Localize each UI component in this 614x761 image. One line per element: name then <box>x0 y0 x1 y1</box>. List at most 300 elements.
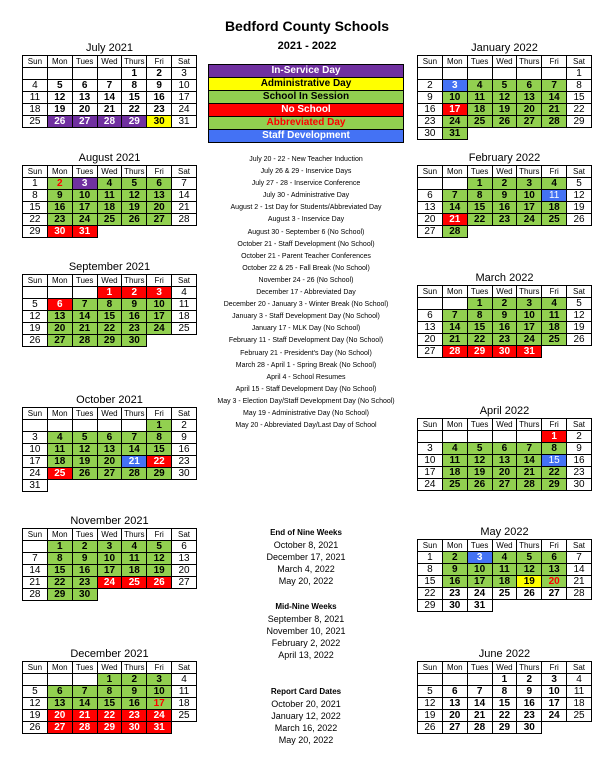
day-cell: 10 <box>23 444 48 456</box>
empty-day-cell <box>542 346 567 358</box>
day-cell: 24 <box>542 710 567 722</box>
weekday-header: Mon <box>47 275 72 287</box>
day-cell: 2 <box>122 287 147 299</box>
day-cell: 26 <box>23 722 48 734</box>
empty-day-cell <box>23 68 48 80</box>
color-legend <box>208 65 404 143</box>
day-cell: 11 <box>172 686 197 698</box>
day-cell: 28 <box>97 116 122 128</box>
day-cell: 23 <box>47 214 72 226</box>
day-cell: 18 <box>122 565 147 577</box>
legend-school-in-session: School In Session <box>208 90 404 104</box>
day-cell: 11 <box>442 455 467 467</box>
calendar-grid <box>22 55 197 128</box>
day-cell: 16 <box>147 92 172 104</box>
empty-day-cell <box>567 722 592 734</box>
school-year: 2021 - 2022 <box>277 40 337 52</box>
weekday-header: Sat <box>567 56 592 68</box>
day-cell: 21 <box>517 467 542 479</box>
day-cell: 27 <box>517 116 542 128</box>
day-cell: 7 <box>542 80 567 92</box>
day-cell: 29 <box>542 479 567 491</box>
day-cell: 26 <box>492 116 517 128</box>
weekday-header: Sat <box>172 275 197 287</box>
weekday-header: Wed <box>492 56 517 68</box>
end-of-nine-weeks-date: March 4, 2022 <box>277 564 335 574</box>
day-cell: 18 <box>47 456 72 468</box>
end-of-nine-weeks-date: May 20, 2022 <box>278 576 334 586</box>
calendar-grid <box>22 661 197 734</box>
day-cell: 4 <box>442 443 467 455</box>
weekday-header: Sun <box>23 408 48 420</box>
day-cell: 3 <box>517 178 542 190</box>
day-cell: 22 <box>418 588 443 600</box>
day-cell: 25 <box>23 116 48 128</box>
day-cell: 28 <box>122 468 147 480</box>
day-cell: 31 <box>517 346 542 358</box>
day-cell: 25 <box>492 588 517 600</box>
day-cell: 6 <box>172 541 197 553</box>
day-cell: 24 <box>517 334 542 346</box>
empty-day-cell <box>442 68 467 80</box>
day-cell: 26 <box>147 577 172 589</box>
empty-day-cell <box>147 335 172 347</box>
day-cell: 14 <box>72 698 97 710</box>
day-cell: 9 <box>172 432 197 444</box>
month-title: July 2021 <box>85 42 134 54</box>
day-cell: 5 <box>122 178 147 190</box>
empty-day-cell <box>72 287 97 299</box>
day-cell: 16 <box>47 202 72 214</box>
empty-day-cell <box>517 226 542 238</box>
day-cell: 20 <box>47 710 72 722</box>
event-item: April 4 - School Resumes <box>266 373 346 381</box>
day-cell: 28 <box>72 335 97 347</box>
day-cell: 31 <box>172 116 197 128</box>
day-cell: 18 <box>97 202 122 214</box>
day-cell: 15 <box>467 202 492 214</box>
day-cell: 13 <box>542 564 567 576</box>
day-cell: 17 <box>172 92 197 104</box>
day-cell: 12 <box>492 92 517 104</box>
day-cell: 27 <box>47 722 72 734</box>
weekday-header: Mon <box>47 529 72 541</box>
weekday-header: Sun <box>23 166 48 178</box>
end-of-nine-weeks-date: December 17, 2021 <box>266 552 346 562</box>
empty-day-cell <box>23 541 48 553</box>
empty-day-cell <box>72 480 97 492</box>
day-cell: 3 <box>72 178 97 190</box>
month-title: February 2022 <box>468 152 541 164</box>
day-cell: 22 <box>122 104 147 116</box>
day-cell: 2 <box>122 674 147 686</box>
day-cell: 6 <box>147 178 172 190</box>
empty-day-cell <box>47 674 72 686</box>
day-cell: 8 <box>97 299 122 311</box>
day-cell: 1 <box>23 178 48 190</box>
day-cell: 11 <box>567 686 592 698</box>
day-cell: 9 <box>492 190 517 202</box>
day-cell: 14 <box>517 455 542 467</box>
report-card-date: March 16, 2022 <box>274 723 338 733</box>
day-cell: 29 <box>97 335 122 347</box>
end-of-nine-weeks <box>208 526 404 587</box>
day-cell: 5 <box>147 541 172 553</box>
day-cell: 20 <box>72 104 97 116</box>
day-cell: 8 <box>418 564 443 576</box>
empty-day-cell <box>147 480 172 492</box>
empty-day-cell <box>517 128 542 140</box>
day-cell: 14 <box>542 92 567 104</box>
month-march-2022 <box>417 272 592 358</box>
day-cell: 10 <box>97 553 122 565</box>
day-cell: 21 <box>172 202 197 214</box>
empty-day-cell <box>418 431 443 443</box>
day-cell: 5 <box>23 686 48 698</box>
day-cell: 26 <box>418 722 443 734</box>
day-cell: 3 <box>467 552 492 564</box>
day-cell: 7 <box>567 552 592 564</box>
day-cell: 4 <box>542 178 567 190</box>
weekday-header: Wed <box>97 529 122 541</box>
day-cell: 27 <box>47 335 72 347</box>
day-cell: 28 <box>23 589 48 601</box>
weekday-header: Sat <box>172 662 197 674</box>
weekday-header: Mon <box>442 662 467 674</box>
day-cell: 15 <box>47 565 72 577</box>
day-cell: 2 <box>72 541 97 553</box>
legend-administrative: Administrative Day <box>208 77 404 91</box>
day-cell: 21 <box>542 104 567 116</box>
empty-day-cell <box>467 674 492 686</box>
calendar-grid <box>417 539 592 612</box>
day-cell: 25 <box>172 710 197 722</box>
day-cell: 23 <box>492 214 517 226</box>
weekday-header: Tues <box>72 529 97 541</box>
empty-day-cell <box>467 226 492 238</box>
page-title: Bedford County Schools <box>224 18 390 34</box>
empty-day-cell <box>467 431 492 443</box>
day-cell: 28 <box>172 214 197 226</box>
day-cell: 24 <box>72 214 97 226</box>
event-item: February 11 - Staff Development Day (No School) <box>228 337 384 345</box>
day-cell: 24 <box>147 323 172 335</box>
day-cell: 15 <box>418 576 443 588</box>
weekday-header: Sun <box>418 286 443 298</box>
month-title: November 2021 <box>70 515 149 527</box>
day-cell: 3 <box>97 541 122 553</box>
weekday-header: Fri <box>542 540 567 552</box>
day-cell: 16 <box>442 576 467 588</box>
day-cell: 18 <box>172 698 197 710</box>
day-cell: 23 <box>72 577 97 589</box>
mid-nine-weeks-date: February 2, 2022 <box>271 638 341 648</box>
weekday-header: Fri <box>147 166 172 178</box>
day-cell: 8 <box>467 310 492 322</box>
day-cell: 6 <box>517 80 542 92</box>
legend-staff-development: Staff Development <box>208 129 404 143</box>
weekday-header: Tues <box>72 56 97 68</box>
empty-day-cell <box>97 68 122 80</box>
weekday-header: Tues <box>467 56 492 68</box>
event-item: October 21 - Staff Development (No School) <box>237 240 375 248</box>
day-cell: 25 <box>442 479 467 491</box>
weekday-header: Mon <box>47 166 72 178</box>
day-cell: 29 <box>418 600 443 612</box>
empty-day-cell <box>47 480 72 492</box>
empty-day-cell <box>467 128 492 140</box>
weekday-header: Fri <box>147 275 172 287</box>
day-cell: 7 <box>442 310 467 322</box>
day-cell: 20 <box>47 323 72 335</box>
event-item: July 27 - 28 - Inservice Conference <box>251 180 361 188</box>
day-cell: 21 <box>442 214 467 226</box>
day-cell: 29 <box>467 346 492 358</box>
day-cell: 2 <box>492 178 517 190</box>
day-cell: 20 <box>442 710 467 722</box>
day-cell: 3 <box>418 443 443 455</box>
day-cell: 27 <box>418 226 443 238</box>
empty-day-cell <box>47 420 72 432</box>
event-item: May 20 - Abbreviated Day/Last Day of School <box>235 422 377 430</box>
day-cell: 7 <box>97 80 122 92</box>
day-cell: 18 <box>542 202 567 214</box>
month-title: April 2022 <box>479 405 530 417</box>
weekday-header: Fri <box>147 56 172 68</box>
weekday-header: Sun <box>418 419 443 431</box>
day-cell: 7 <box>172 178 197 190</box>
day-cell: 6 <box>418 190 443 202</box>
day-cell: 28 <box>72 722 97 734</box>
day-cell: 30 <box>418 128 443 140</box>
empty-day-cell <box>542 722 567 734</box>
day-cell: 5 <box>418 686 443 698</box>
day-cell: 16 <box>122 698 147 710</box>
day-cell: 11 <box>467 92 492 104</box>
empty-day-cell <box>492 431 517 443</box>
day-cell: 27 <box>492 479 517 491</box>
day-cell: 12 <box>467 455 492 467</box>
weekday-header: Tues <box>467 662 492 674</box>
empty-day-cell <box>492 226 517 238</box>
report-card-date: October 20, 2021 <box>271 699 341 709</box>
day-cell: 4 <box>567 674 592 686</box>
weekday-header: Sun <box>23 56 48 68</box>
day-cell: 1 <box>97 287 122 299</box>
day-cell: 17 <box>147 698 172 710</box>
day-cell: 24 <box>517 214 542 226</box>
day-cell: 31 <box>442 128 467 140</box>
day-cell: 17 <box>467 576 492 588</box>
weekday-header: Thurs <box>517 286 542 298</box>
day-cell: 10 <box>418 455 443 467</box>
weekday-header: Sat <box>567 166 592 178</box>
day-cell: 1 <box>418 552 443 564</box>
weekday-header: Sat <box>567 419 592 431</box>
day-cell: 26 <box>567 214 592 226</box>
day-cell: 11 <box>122 553 147 565</box>
day-cell: 1 <box>567 68 592 80</box>
day-cell: 26 <box>122 214 147 226</box>
day-cell: 12 <box>147 553 172 565</box>
day-cell: 15 <box>542 455 567 467</box>
day-cell: 17 <box>418 467 443 479</box>
empty-day-cell <box>418 674 443 686</box>
day-cell: 14 <box>442 202 467 214</box>
day-cell: 24 <box>467 588 492 600</box>
empty-day-cell <box>122 226 147 238</box>
weekday-header: Tues <box>467 286 492 298</box>
weekday-header: Wed <box>97 166 122 178</box>
empty-day-cell <box>97 589 122 601</box>
day-cell: 27 <box>97 468 122 480</box>
empty-day-cell <box>172 335 197 347</box>
day-cell: 6 <box>542 552 567 564</box>
empty-day-cell <box>492 600 517 612</box>
day-cell: 13 <box>147 190 172 202</box>
day-cell: 21 <box>72 710 97 722</box>
month-title: December 2021 <box>70 648 149 660</box>
day-cell: 1 <box>122 68 147 80</box>
end-of-nine-weeks-date: October 8, 2021 <box>273 540 339 550</box>
event-item: December 20 - January 3 - Winter Break (No School) <box>223 301 389 309</box>
day-cell: 6 <box>418 310 443 322</box>
end-of-nine-weeks-heading: End of Nine Weeks <box>270 528 342 537</box>
day-cell: 22 <box>467 214 492 226</box>
mid-nine-weeks-date: April 13, 2022 <box>278 650 334 660</box>
weekday-header: Sun <box>418 662 443 674</box>
day-cell: 14 <box>567 564 592 576</box>
day-cell: 17 <box>72 202 97 214</box>
weekday-header: Sun <box>23 275 48 287</box>
day-cell: 23 <box>172 456 197 468</box>
calendar-grid <box>22 528 197 601</box>
day-cell: 16 <box>122 311 147 323</box>
day-cell: 28 <box>517 479 542 491</box>
empty-day-cell <box>172 589 197 601</box>
day-cell: 5 <box>47 80 72 92</box>
empty-day-cell <box>492 128 517 140</box>
weekday-header: Mon <box>47 56 72 68</box>
day-cell: 21 <box>567 576 592 588</box>
weekday-header: Fri <box>542 419 567 431</box>
empty-day-cell <box>72 68 97 80</box>
mid-nine-weeks-date: September 8, 2021 <box>267 614 345 624</box>
day-cell: 10 <box>442 92 467 104</box>
day-cell: 9 <box>567 443 592 455</box>
month-june-2022 <box>417 648 592 734</box>
weekday-header: Fri <box>542 286 567 298</box>
event-item: December 17 - Abbreviated Day <box>256 289 356 297</box>
empty-day-cell <box>542 226 567 238</box>
mid-nine-weeks-date: November 10, 2021 <box>266 626 346 636</box>
day-cell: 19 <box>47 104 72 116</box>
day-cell: 13 <box>492 455 517 467</box>
day-cell: 4 <box>467 80 492 92</box>
calendar-grid <box>22 274 197 347</box>
day-cell: 18 <box>567 698 592 710</box>
day-cell: 9 <box>122 686 147 698</box>
day-cell: 11 <box>172 299 197 311</box>
day-cell: 13 <box>442 698 467 710</box>
empty-day-cell <box>47 287 72 299</box>
day-cell: 18 <box>492 576 517 588</box>
day-cell: 3 <box>147 674 172 686</box>
day-cell: 14 <box>122 444 147 456</box>
day-cell: 13 <box>172 553 197 565</box>
day-cell: 3 <box>442 80 467 92</box>
empty-day-cell <box>567 600 592 612</box>
day-cell: 17 <box>517 322 542 334</box>
day-cell: 12 <box>72 444 97 456</box>
day-cell: 10 <box>467 564 492 576</box>
day-cell: 5 <box>23 299 48 311</box>
empty-day-cell <box>517 68 542 80</box>
day-cell: 24 <box>172 104 197 116</box>
day-cell: 9 <box>492 310 517 322</box>
day-cell: 10 <box>517 310 542 322</box>
day-cell: 20 <box>418 334 443 346</box>
day-cell: 13 <box>517 92 542 104</box>
day-cell: 25 <box>172 323 197 335</box>
day-cell: 29 <box>122 116 147 128</box>
day-cell: 14 <box>97 92 122 104</box>
day-cell: 13 <box>418 202 443 214</box>
day-cell: 23 <box>492 334 517 346</box>
weekday-header: Tues <box>72 408 97 420</box>
day-cell: 7 <box>72 299 97 311</box>
event-item: July 26 & 29 - Inservice Days <box>260 168 352 176</box>
day-cell: 28 <box>442 346 467 358</box>
event-item: August 3 - Inservice Day <box>267 216 345 224</box>
day-cell: 16 <box>567 455 592 467</box>
legend-no-school: No School <box>208 103 404 117</box>
calendar-grid <box>417 661 592 734</box>
day-cell: 12 <box>567 310 592 322</box>
empty-day-cell <box>542 68 567 80</box>
day-cell: 4 <box>47 432 72 444</box>
day-cell: 2 <box>442 552 467 564</box>
day-cell: 15 <box>467 322 492 334</box>
day-cell: 27 <box>72 116 97 128</box>
day-cell: 13 <box>72 92 97 104</box>
day-cell: 22 <box>467 334 492 346</box>
day-cell: 2 <box>172 420 197 432</box>
weekday-header: Thurs <box>122 662 147 674</box>
day-cell: 26 <box>47 116 72 128</box>
day-cell: 19 <box>467 467 492 479</box>
empty-day-cell <box>72 420 97 432</box>
day-cell: 4 <box>122 541 147 553</box>
day-cell: 30 <box>122 335 147 347</box>
day-cell: 8 <box>122 80 147 92</box>
weekday-header: Sun <box>418 540 443 552</box>
day-cell: 5 <box>72 432 97 444</box>
day-cell: 8 <box>542 443 567 455</box>
day-cell: 23 <box>418 116 443 128</box>
weekday-header: Wed <box>97 662 122 674</box>
event-item: January 3 - Staff Development Day (No School) <box>232 313 380 321</box>
day-cell: 22 <box>542 467 567 479</box>
weekday-header: Thurs <box>122 56 147 68</box>
weekday-header: Mon <box>442 56 467 68</box>
day-cell: 20 <box>542 576 567 588</box>
day-cell: 7 <box>442 190 467 202</box>
empty-day-cell <box>147 589 172 601</box>
month-title: June 2022 <box>478 648 531 660</box>
empty-day-cell <box>567 226 592 238</box>
day-cell: 23 <box>122 323 147 335</box>
